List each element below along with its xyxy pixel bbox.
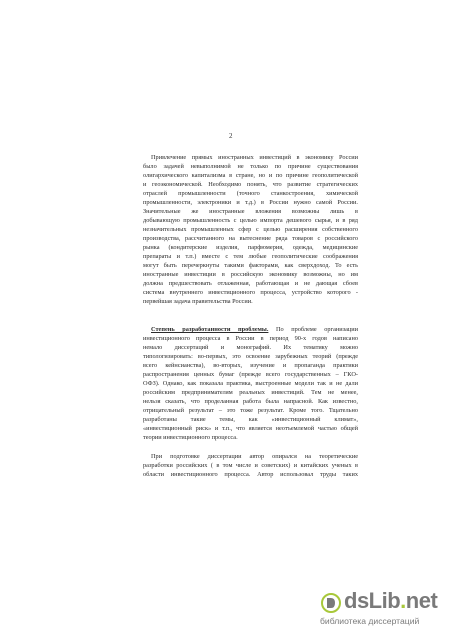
text-line: типологизировать: во-первых, это освоение зарубежных теорий (прежде xyxy=(143,353,358,360)
text-line: распространения ценных бумаг (прежде всего государственных – ГКО- xyxy=(143,371,358,378)
text-line: и геоэкономической. Необходимо понять, что развитие стратегических xyxy=(143,181,358,188)
text-line: Привлечение прямых иностранных инвестиций в экономику России xyxy=(151,154,358,161)
text-line: Значительные же иностранные вложения возможны лишь в xyxy=(143,208,358,215)
text-line: При подготовке диссертации автор опирался на теоретические xyxy=(151,453,358,460)
text-line: российским предпринимателям реальных инвестиций. Тем не менее, xyxy=(143,389,358,396)
page-number: 2 xyxy=(229,132,233,140)
brand-dot: . xyxy=(400,588,406,613)
dslib-logo-icon xyxy=(320,592,342,614)
text-line: было задачей невыполнимой не только по причине существования xyxy=(143,163,358,170)
brand-main: dsLib xyxy=(344,588,401,613)
text-line: первейшая задача правительства России. xyxy=(143,298,253,305)
dslib-caption: библиотека диссертаций xyxy=(320,616,420,626)
text-line: всего кейнсианства), во-вторых, изучение и пропаганда практики xyxy=(143,362,358,369)
text-line: отраслей промышленности (точного станкостроения, химической xyxy=(143,190,358,197)
text-line: ОФЗ). Однако, как показала практика, выстроенные модели так и не дали xyxy=(143,380,358,387)
text-line: разработки российских ( в том числе и советских) и китайских ученых в xyxy=(143,462,358,469)
text-line: отрицательный результат – это тоже результат. Кроме того. Тщательно xyxy=(143,407,358,414)
text-line: инвестиционного процесса в России в период 90-х годов написано xyxy=(143,335,358,342)
dslib-brand xyxy=(344,588,437,614)
text-line: могут быть перечеркнуты такими факторами, как сверхдоход. То есть xyxy=(143,262,358,269)
text-line: должна предшествовать отлаженная, работающая и не дающая сбоев xyxy=(143,280,358,287)
text-line: рынка (кондитерские изделия, парфюмерия, одежда, медицинские xyxy=(143,244,358,251)
text-line: немало диссертаций и монографий. Их тематику можно xyxy=(143,344,358,351)
text-line: иностранные инвестиции в российскую экономику возможны, но им xyxy=(143,271,358,278)
text-line: препараты и т.п.) вместе с тем любые геополитические соображения xyxy=(143,253,358,260)
text-line: разработаны такие темы, как «инвестиционный климат», xyxy=(143,416,358,423)
text-line: производства, рассчитанного на вытеснение ряда товаров с российского xyxy=(143,235,358,242)
text-line: промышленности, электроники и т.д.) в России нужно самой России. xyxy=(143,199,358,206)
text-line: области инвестиционного процесса. Автор использовал труды таких xyxy=(143,471,358,478)
text-line: теории инвестиционного процесса. xyxy=(143,434,238,441)
brand-tld: net xyxy=(405,588,438,613)
text-line: «инвестиционный риск» и т.п., что является неотъемлемой частью общей xyxy=(143,425,358,432)
text-line xyxy=(151,326,358,334)
text-line: система внутреннего инвестиционного процесса, устройство которого - xyxy=(143,289,358,296)
dslib-watermark[interactable] xyxy=(320,590,438,628)
text-span: По проблеме организации xyxy=(268,326,358,333)
text-line: добывающую промышленность с целью импорта дешевого сырья, и в ряд xyxy=(143,217,358,224)
section-heading: Степень разработанности проблемы. xyxy=(151,326,269,333)
text-line: нельзя сказать, что проделанная работа была напрасной. Как известно, xyxy=(143,398,358,405)
text-line: незначительных промышленных сфер с целью расширения собственного xyxy=(143,226,358,233)
text-line: олигархического капитализма в стране, но и по причине геополитической xyxy=(143,172,358,179)
